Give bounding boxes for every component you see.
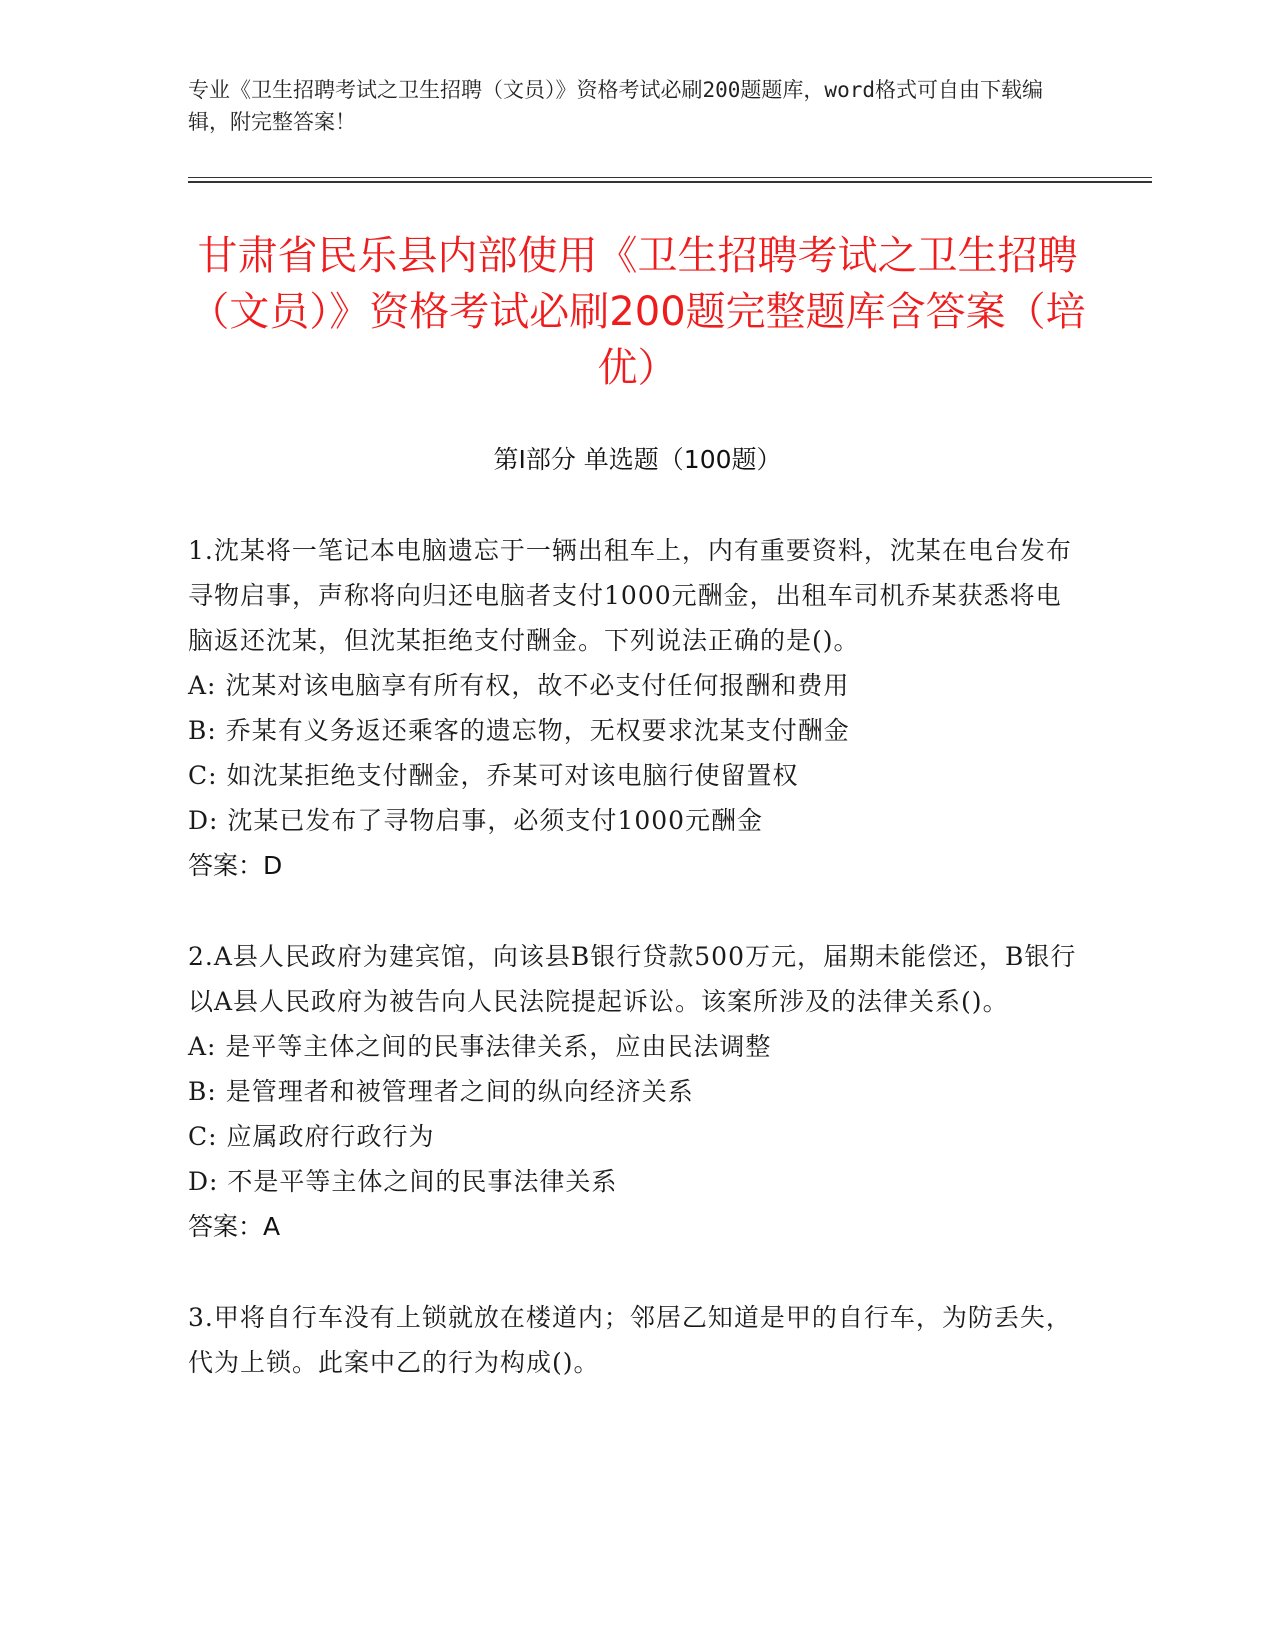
question-stem: 2.A县人民政府为建宾馆，向该县B银行贷款500万元，届期未能偿还，B银行以A县人民政府为被告向人民法院提起诉讼。该案所涉及的法律关系()。 — [188, 942, 1077, 1016]
option-b: B: 是管理者和被管理者之间的纵向经济关系 — [188, 1077, 694, 1106]
answer-line: 答案：D — [188, 851, 283, 880]
document-title: 甘肃省民乐县内部使用《卫生招聘考试之卫生招聘（文员）》资格考试必刷200题完整题库含答案（培优） — [189, 233, 1086, 391]
question-stem: 1.沈某将一笔记本电脑遗忘于一辆出租车上，内有重要资料，沈某在电台发布寻物启事，声称将向归还电脑者支付1000元酬金，出租车司机乔某获悉将电脑返还沈某，但沈某拒绝支付酬金。下列说法正确的是()。 — [188, 536, 1072, 655]
header-divider — [188, 177, 1152, 183]
question-2 — [188, 934, 1078, 1249]
question-1 — [188, 528, 1078, 888]
question-3 — [188, 1295, 1078, 1385]
option-d: D: 不是平等主体之间的民事法律关系 — [188, 1167, 618, 1196]
question-stem: 3.甲将自行车没有上锁就放在楼道内；邻居乙知道是甲的自行车，为防丢失，代为上锁。此案中乙的行为构成()。 — [188, 1303, 1072, 1377]
header-note: 专业《卫生招聘考试之卫生招聘（文员）》资格考试必刷200题题库，word格式可自由下载编辑，附完整答案！ — [188, 78, 1043, 134]
option-a: A: 沈某对该电脑享有所有权，故不必支付任何报酬和费用 — [188, 671, 850, 700]
answer-line: 答案：A — [188, 1212, 281, 1241]
option-b: B: 乔某有义务返还乘客的遗忘物，无权要求沈某支付酬金 — [188, 716, 850, 745]
section-title: 第Ⅰ部分 单选题（100题） — [493, 445, 782, 474]
option-c: C: 如沈某拒绝支付酬金，乔某可对该电脑行使留置权 — [188, 761, 799, 790]
option-d: D: 沈某已发布了寻物启事，必须支付1000元酬金 — [188, 806, 764, 835]
option-c: C: 应属政府行政行为 — [188, 1122, 435, 1151]
option-a: A: 是平等主体之间的民事法律关系，应由民法调整 — [188, 1032, 772, 1061]
question-list — [188, 528, 1078, 1431]
